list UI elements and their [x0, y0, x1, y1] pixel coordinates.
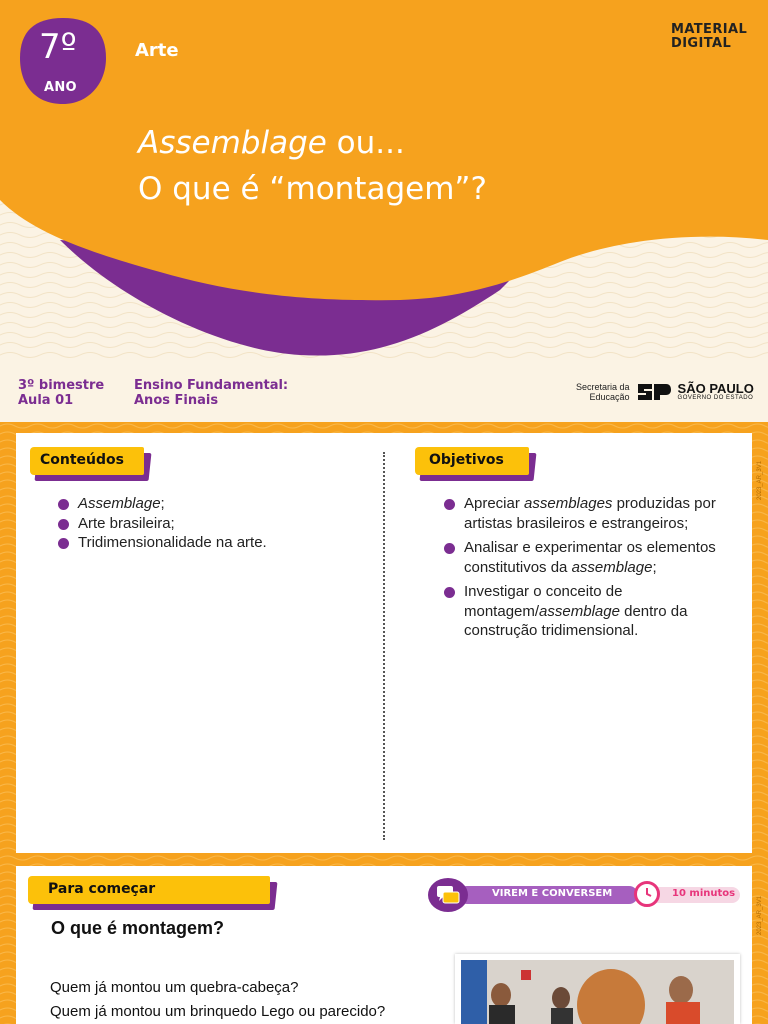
- list-item: [56, 533, 366, 553]
- start-tag-label: Para começar: [48, 881, 156, 897]
- activity-pill: [428, 878, 740, 912]
- list-item: [56, 494, 366, 514]
- level-line-2: Anos Finais: [134, 393, 219, 408]
- objectives-tag: [415, 447, 529, 475]
- sp-logo-icon: [636, 382, 672, 402]
- level-line-1: Ensino Fundamental:: [134, 378, 289, 393]
- title-line-2: O que é “montagem”?: [138, 171, 487, 207]
- state-name: SÃO PAULO: [677, 381, 754, 396]
- title-rest: ou...: [326, 125, 405, 161]
- list-item-italic: assemblages: [524, 495, 613, 512]
- list-item-italic: assemblage: [571, 558, 653, 576]
- list-item: [56, 514, 366, 534]
- subject-label: Arte: [135, 40, 179, 61]
- bimester: 3º bimestre: [18, 378, 105, 393]
- question-2: Quem já montou um brinquedo Lego ou parecido?: [50, 1003, 386, 1020]
- list-item-italic: Assemblage: [78, 495, 161, 512]
- contents-list: [56, 494, 366, 553]
- brand-line-1: MATERIAL: [671, 22, 748, 37]
- brand-line-2: DIGITAL: [671, 36, 732, 51]
- bimester-info: [18, 378, 104, 408]
- contents-tag-label: Conteúdos: [40, 452, 124, 468]
- lesson: Aula 01: [18, 393, 74, 408]
- side-code-2: 2023_AR_3V1: [757, 895, 763, 935]
- list-item-text: produzidas por artistas brasileiros e estrangeiros;: [464, 495, 716, 532]
- duration-label: 10 minutos: [672, 888, 736, 899]
- question-1: Quem já montou um quebra-cabeça?: [50, 979, 299, 996]
- list-item-text: Analisar e experimentar os elementos constitutivos da: [464, 539, 716, 576]
- list-item: [442, 494, 718, 533]
- photo-image: [461, 960, 734, 1024]
- list-item-text: Investigar o conceito de montagem/: [464, 583, 623, 620]
- list-item-text: Apreciar: [464, 495, 525, 512]
- contents-tag: [30, 447, 144, 475]
- state-sub: GOVERNO DO ESTADO: [677, 395, 754, 401]
- grade-number: 7º: [39, 27, 77, 67]
- list-item: [442, 538, 718, 577]
- list-item: [442, 582, 718, 641]
- secretaria-text: [576, 382, 630, 402]
- list-item-text: ;: [160, 495, 165, 512]
- list-item-text: ;: [652, 558, 657, 576]
- title-italic: Assemblage: [138, 125, 327, 161]
- side-code: 2023_AR_3V1: [757, 460, 763, 500]
- question-title: O que é montagem?: [51, 918, 225, 938]
- list-item-text: dentro da construção tridimensional.: [464, 602, 688, 639]
- secretaria-logo: [576, 382, 754, 402]
- secretaria-line-1: Secretaria da: [576, 382, 630, 392]
- list-item-italic: assemblage: [539, 602, 620, 620]
- objectives-tag-label: Objetivos: [429, 452, 504, 468]
- list-item-text: Tridimensionalidade na arte.: [78, 534, 267, 551]
- column-divider: [383, 452, 385, 840]
- sp-name-block: [678, 383, 754, 401]
- grade-label: ANO: [44, 80, 77, 95]
- list-item-text: Arte brasileira;: [78, 514, 175, 532]
- page-title: [138, 120, 487, 212]
- clock-icon: [634, 881, 660, 907]
- header: [0, 0, 768, 420]
- chat-bubbles-icon: [428, 878, 468, 912]
- secretaria-line-2: Educação: [589, 392, 630, 402]
- level-info: [134, 378, 288, 408]
- brand-logo: [671, 23, 747, 51]
- start-tag: [28, 876, 270, 904]
- objectives-list: [442, 494, 718, 641]
- activity-label: VIREM E CONVERSEM: [492, 888, 613, 899]
- classroom-photo: [455, 954, 740, 1024]
